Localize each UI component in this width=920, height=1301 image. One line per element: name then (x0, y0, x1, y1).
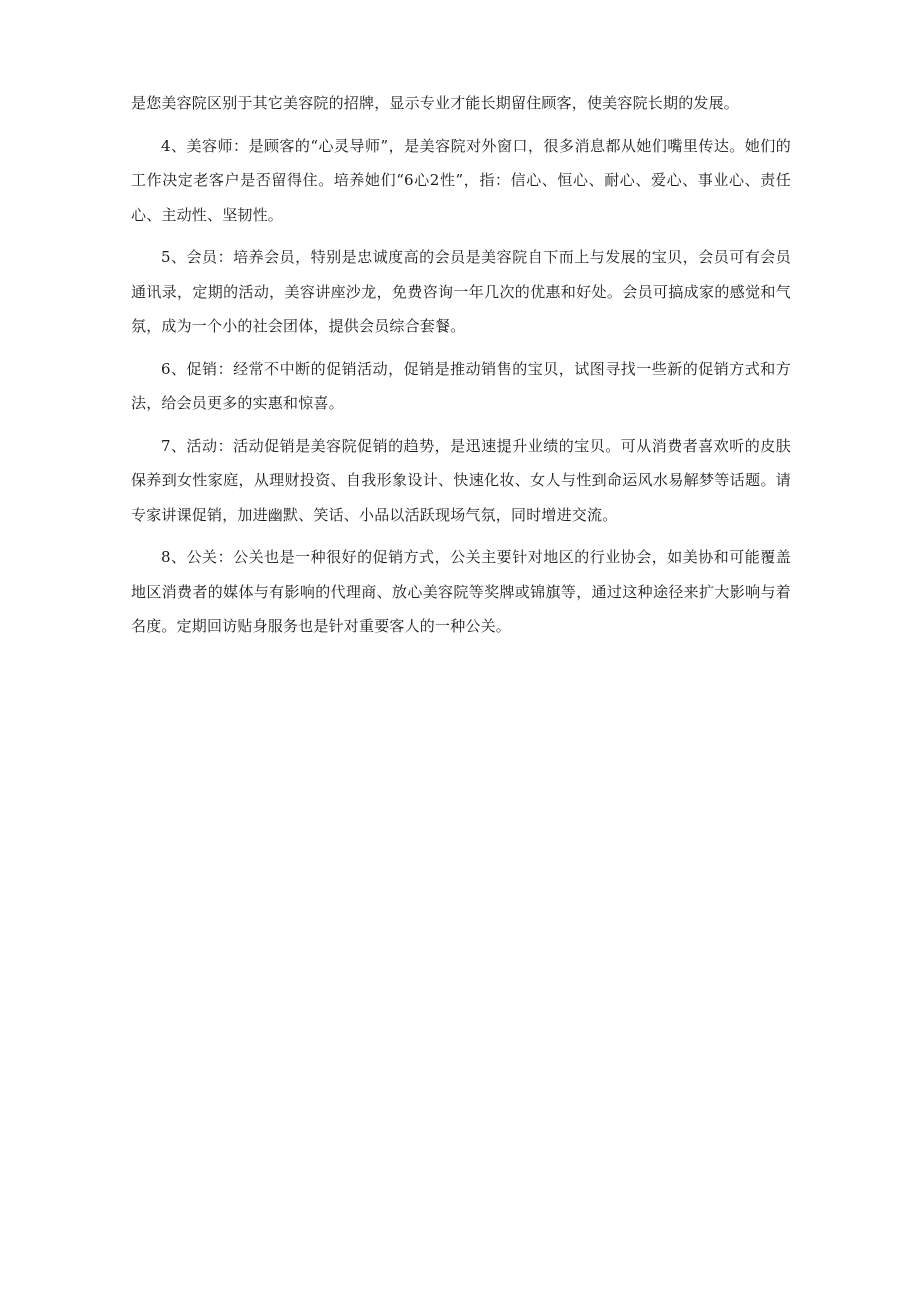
document-body (131, 86, 791, 652)
paragraph-members: 5、会员：培养会员，特别是忠诚度高的会员是美容院自下而上与发展的宝贝，会员可有会员通讯录，定期的活动，美容讲座沙龙，免费咨询一年几次的优惠和好处。会员可搞成家的感觉和气氛，成为一个小的社会团体，提供会员综合套餐。 (131, 248, 791, 335)
paragraph-continuation: 是您美容院区别于其它美容院的招牌，显示专业才能长期留住顾客，使美容院长期的发展。 (131, 94, 740, 112)
paragraph-beautician: 4、美容师：是顾客的“心灵导师”，是美容院对外窗口，很多消息都从她们嘴里传达。她们的工作决定老客户是否留得住。培养她们“6心2性”，指：信心、恒心、耐心、爱心、事业心、责任心、主动性、坚韧性。 (131, 136, 791, 224)
paragraph-activities: 7、活动：活动促销是美容院促销的趋势，是迅速提升业绩的宝贝。可从消费者喜欢听的皮肤保养到女性家庭，从理财投资、自我形象设计、快速化妆、女人与性到命运风水易解梦等话题。请专家讲课促销，加进幽默、笑话、小品以活跃现场气氛，同时增进交流。 (131, 436, 791, 524)
paragraph-promotion: 6、促销：经常不中断的促销活动，促销是推动销售的宝贝，试图寻找一些新的促销方式和方法，给会员更多的实惠和惊喜。 (131, 359, 791, 412)
paragraph-public-relations: 8、公关：公关也是一种很好的促销方式，公关主要针对地区的行业协会，如美协和可能覆盖地区消费者的媒体与有影响的代理商、放心美容院等奖牌或锦旗等，通过这种途径来扩大影响与着名度。定期回访贴身服务也是针对重要客人的一种公关。 (131, 548, 791, 635)
